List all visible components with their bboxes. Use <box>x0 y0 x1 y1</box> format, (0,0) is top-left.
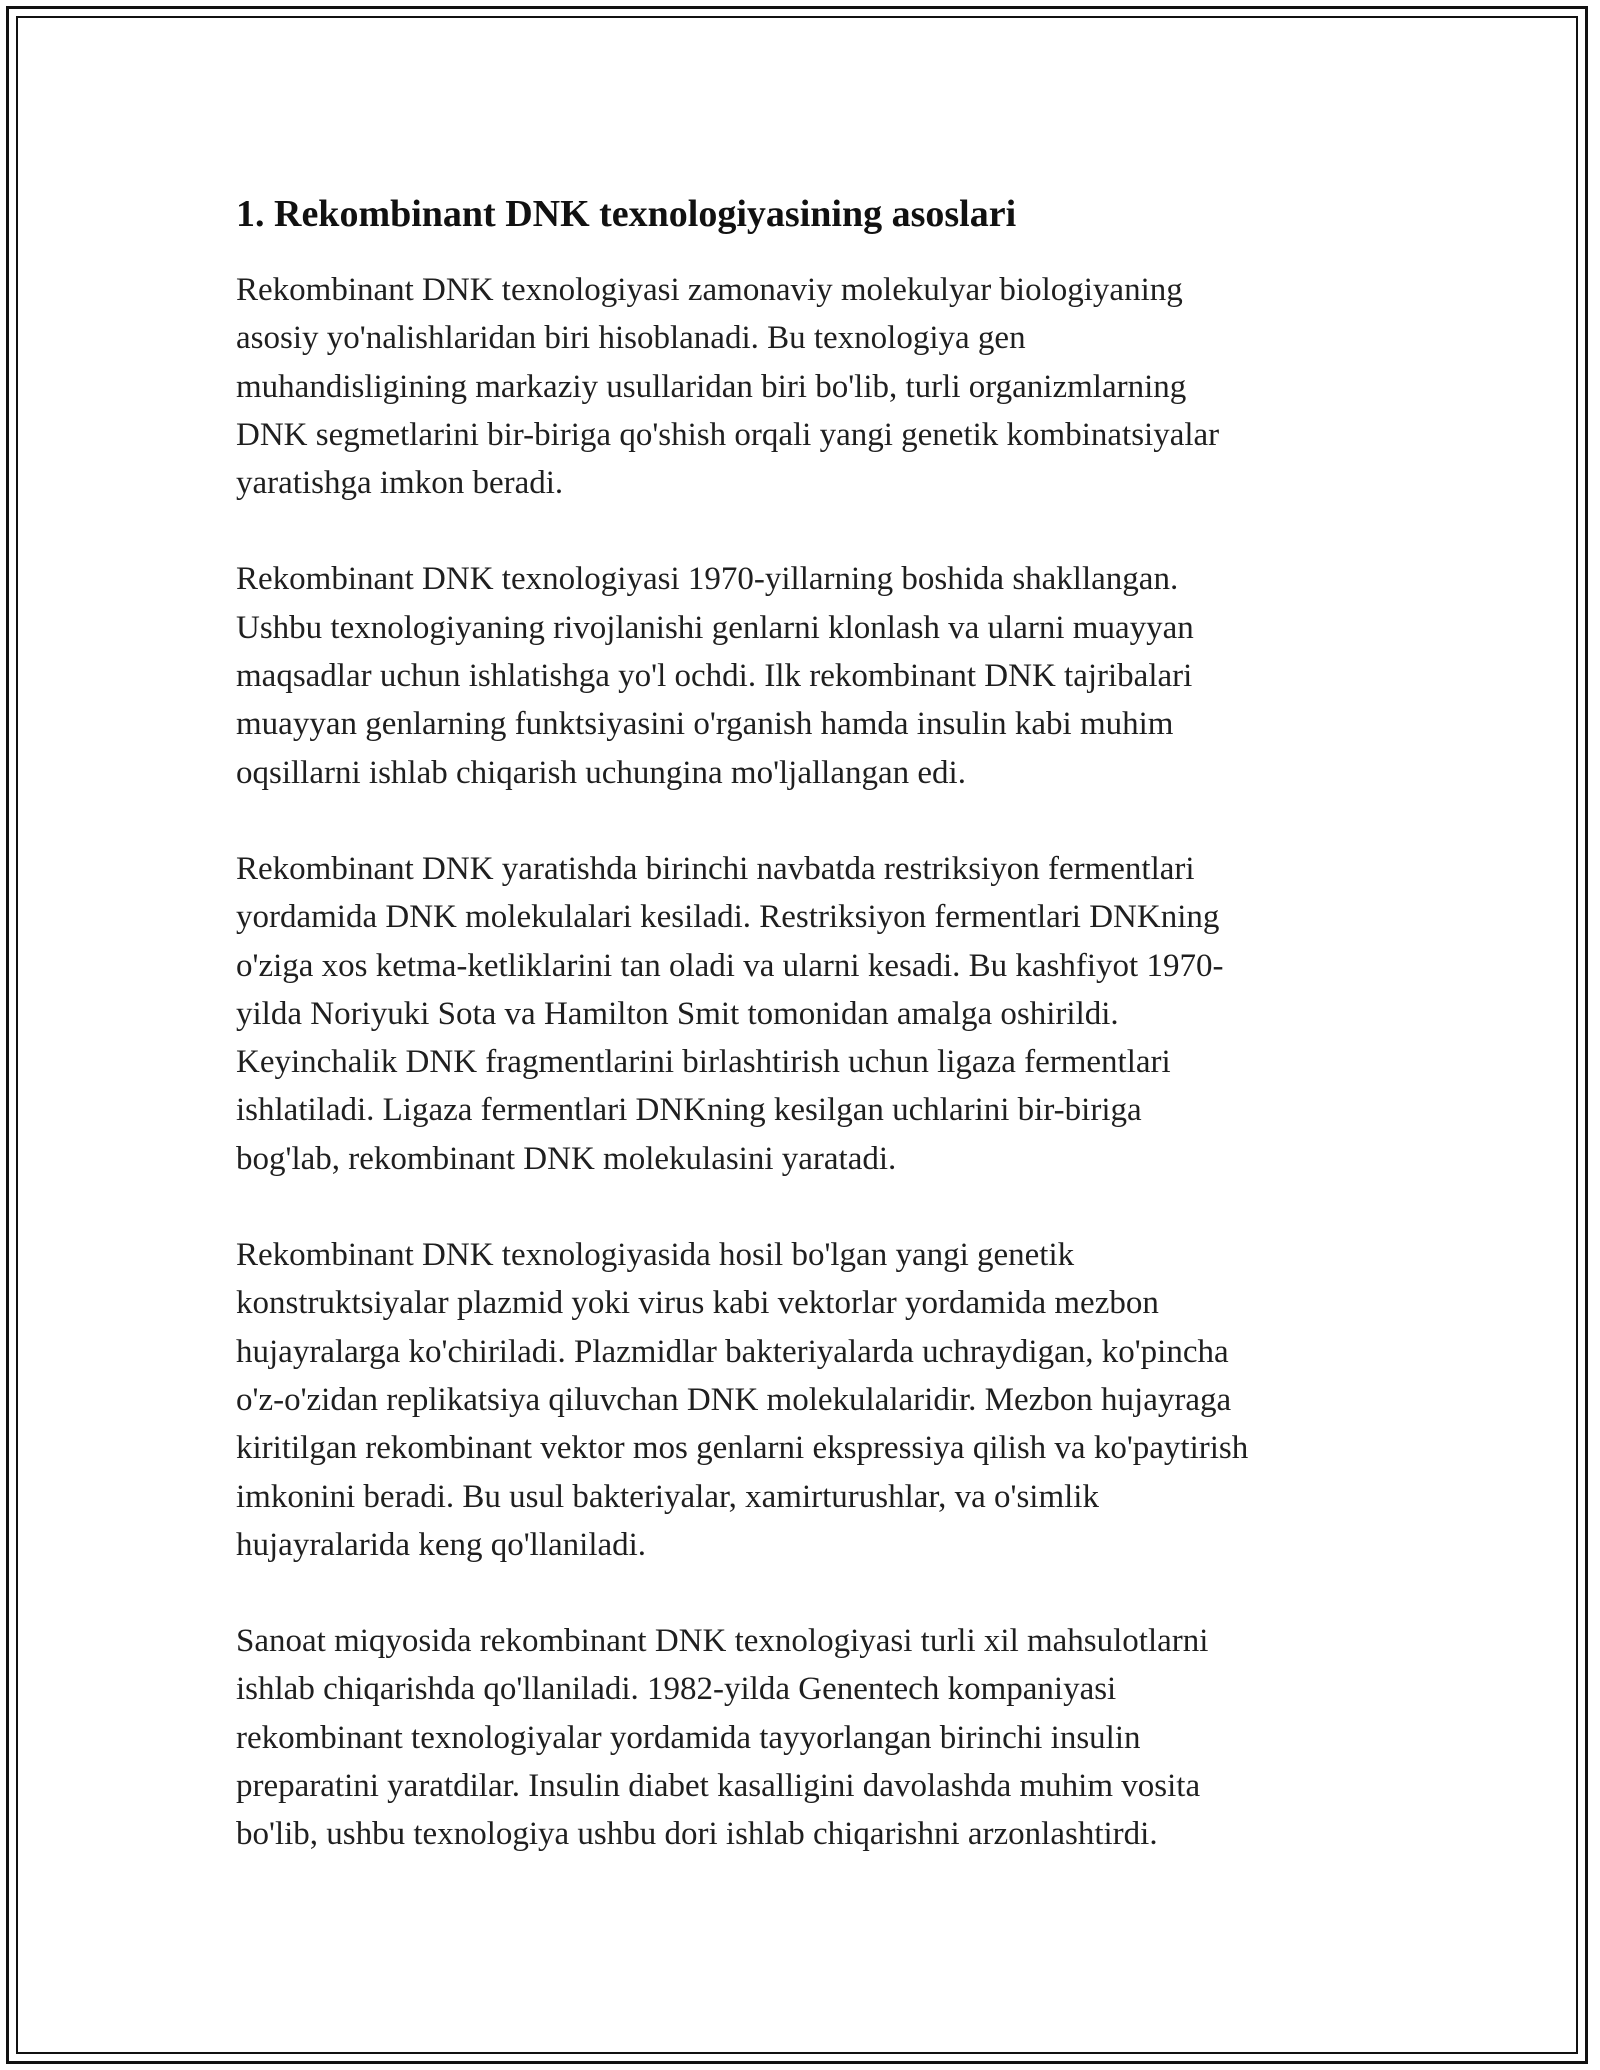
section-heading: 1. Rekombinant DNK texnologiyasining asoslari <box>236 193 1017 235</box>
paragraph-3 <box>236 845 1386 1183</box>
text-line: kiritilgan rekombinant vektor mos genlarni ekspressiya qilish va ko'paytirish <box>236 1430 1249 1467</box>
text-line: asosiy yo'nalishlaridan biri hisoblanadi. Bu texnologiya gen <box>236 320 1026 357</box>
text-line: DNK segmetlarini bir-biriga qo'shish orqali yangi genetik kombinatsiyalar <box>236 416 1220 453</box>
text-line: yordamida DNK molekulalari kesiladi. Restriksiyon fermentlari DNKning <box>236 899 1220 936</box>
paragraph-4 <box>236 1231 1386 1569</box>
paragraph-2 <box>236 555 1386 796</box>
text-line: hujayralarida keng qo'llaniladi. <box>236 1526 647 1563</box>
text-line: yilda Noriyuki Sota va Hamilton Smit tomonidan amalga oshirildi. <box>236 995 1119 1032</box>
text-line: bo'lib, ushbu texnologiya ushbu dori ishlab chiqarishni arzonlashtirdi. <box>236 1816 1158 1853</box>
text-line: maqsadlar uchun ishlatishga yo'l ochdi. Ilk rekombinant DNK tajribalari <box>236 658 1193 695</box>
text-line: hujayralarga ko'chiriladi. Plazmidlar bakteriyalarda uchraydigan, ko'pincha <box>236 1333 1229 1370</box>
document-body <box>236 188 1386 1907</box>
text-line: bog'lab, rekombinant DNK molekulasini yaratadi. <box>236 1140 897 1177</box>
text-line: o'ziga xos ketma-ketliklarini tan oladi va ularni kesadi. Bu kashfiyot 1970- <box>236 947 1224 984</box>
text-line: Ushbu texnologiyaning rivojlanishi genlarni klonlash va ularni muayyan <box>236 609 1194 646</box>
text-line: ishlab chiqarishda qo'llaniladi. 1982-yilda Genentech kompaniyasi <box>236 1671 1117 1708</box>
paragraph-5 <box>236 1617 1386 1858</box>
text-line: Sanoat miqyosida rekombinant DNK texnologiyasi turli xil mahsulotlarni <box>236 1623 1209 1660</box>
text-line: Rekombinant DNK texnologiyasi 1970-yillarning boshida shakllangan. <box>236 561 1179 598</box>
text-line: Keyinchalik DNK fragmentlarini birlashtirish uchun ligaza fermentlari <box>236 1044 1171 1081</box>
text-line: preparatini yaratdilar. Insulin diabet kasalligini davolashda muhim vosita <box>236 1768 1201 1805</box>
text-line: imkonini beradi. Bu usul bakteriyalar, xamirturushlar, va o'simlik <box>236 1478 1099 1515</box>
text-line: muayyan genlarning funktsiyasini o'rganish hamda insulin kabi muhim <box>236 706 1174 743</box>
text-line: yaratishga imkon beradi. <box>236 465 564 502</box>
text-line: rekombinant texnologiyalar yordamida tayyorlangan birinchi insulin <box>236 1719 1141 1756</box>
text-line: Rekombinant DNK texnologiyasi zamonaviy molekulyar biologiyaning <box>236 272 1183 308</box>
text-line: ishlatiladi. Ligaza fermentlari DNKning kesilgan uchlarini bir-biriga <box>236 1092 1142 1129</box>
text-line: Rekombinant DNK texnologiyasida hosil bo'lgan yangi genetik <box>236 1237 1075 1274</box>
text-line: muhandisligining markaziy usullaridan biri bo'lib, turli organizmlarning <box>236 368 1187 405</box>
text-line: Rekombinant DNK yaratishda birinchi navbatda restriksiyon fermentlari <box>236 850 1195 887</box>
paragraph-1 <box>236 266 1386 507</box>
text-line: konstruktsiyalar plazmid yoki virus kabi vektorlar yordamida mezbon <box>236 1285 1159 1322</box>
text-line: o'z-o'zidan replikatsiya qiluvchan DNK molekulalaridir. Mezbon hujayraga <box>236 1381 1232 1418</box>
text-line: oqsillarni ishlab chiqarish uchungina mo'ljallangan edi. <box>236 754 966 791</box>
